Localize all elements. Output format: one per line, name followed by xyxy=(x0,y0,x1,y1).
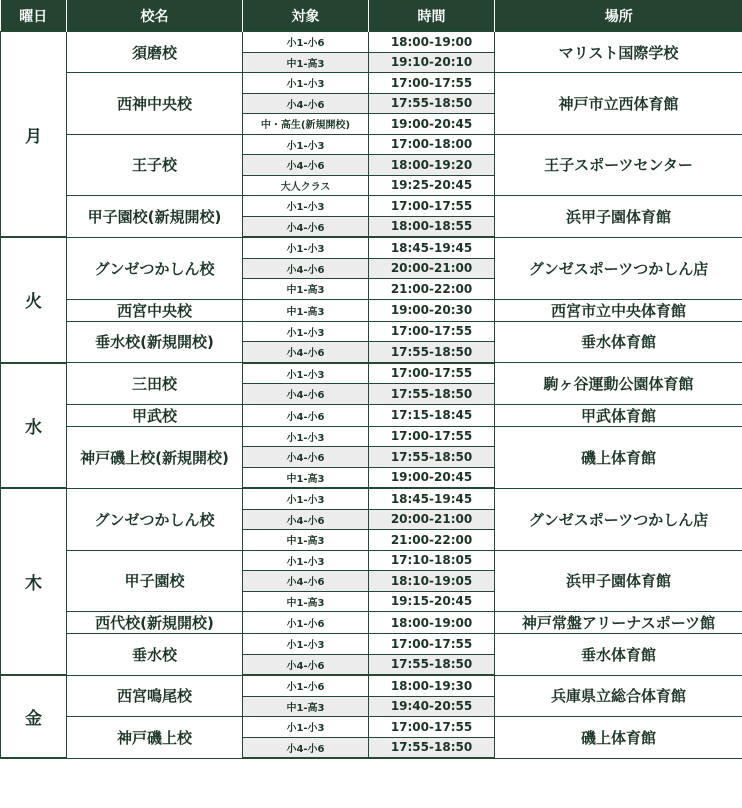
class-target: 小1-小3 xyxy=(243,237,369,258)
school-name: 甲子園校(新規開校) xyxy=(67,196,243,238)
class-time: 17:00-17:55 xyxy=(369,363,495,384)
class-time: 17:10-18:05 xyxy=(369,550,495,571)
school-name: 甲子園校 xyxy=(67,550,243,612)
class-time: 18:00-18:55 xyxy=(369,216,495,237)
venue-name: 磯上体育館 xyxy=(495,426,742,488)
class-target: 小1-小3 xyxy=(243,426,369,447)
class-time: 19:10-20:10 xyxy=(369,52,495,73)
school-name: 西宮鳴尾校 xyxy=(67,675,243,717)
class-target: 小4-小6 xyxy=(243,404,369,426)
class-time: 20:00-21:00 xyxy=(369,258,495,279)
class-time: 19:00-20:45 xyxy=(369,114,495,135)
class-time: 17:00-17:55 xyxy=(369,73,495,94)
venue-name: 浜甲子園体育館 xyxy=(495,550,742,612)
class-time: 19:00-20:45 xyxy=(369,467,495,488)
table-row xyxy=(1,32,742,53)
class-target: 小1-小3 xyxy=(243,488,369,509)
table-row xyxy=(1,404,742,426)
school-name: 垂水校 xyxy=(67,634,243,676)
class-time: 17:00-17:55 xyxy=(369,196,495,217)
table-row xyxy=(1,299,742,321)
table-row xyxy=(1,488,742,509)
class-target: 小4-小6 xyxy=(243,155,369,176)
class-time: 19:25-20:45 xyxy=(369,175,495,196)
class-target: 小1-小3 xyxy=(243,363,369,384)
class-target: 小4-小6 xyxy=(243,258,369,279)
class-target: 小1-小3 xyxy=(243,73,369,94)
table-row xyxy=(1,134,742,155)
day-cell: 金 xyxy=(1,675,67,758)
class-target: 小4-小6 xyxy=(243,93,369,114)
header-row xyxy=(1,0,742,32)
class-target: 小1-小3 xyxy=(243,196,369,217)
class-time: 18:00-19:20 xyxy=(369,155,495,176)
day-cell: 火 xyxy=(1,237,67,363)
header-day: 曜日 xyxy=(1,0,67,32)
class-target: 小1-小6 xyxy=(243,675,369,696)
school-name: グンゼつかしん校 xyxy=(67,237,243,299)
table-row xyxy=(1,675,742,696)
schedule-body xyxy=(1,32,742,759)
class-time: 21:00-22:00 xyxy=(369,530,495,551)
class-time: 18:00-19:00 xyxy=(369,32,495,53)
table-row xyxy=(1,196,742,217)
table-row xyxy=(1,363,742,384)
school-name: 甲武校 xyxy=(67,404,243,426)
class-time: 19:00-20:30 xyxy=(369,299,495,321)
venue-name: 垂水体育館 xyxy=(495,321,742,363)
header-school: 校名 xyxy=(67,0,243,32)
venue-name: 駒ヶ谷運動公園体育館 xyxy=(495,363,742,405)
venue-name: 磯上体育館 xyxy=(495,717,742,759)
table-row xyxy=(1,426,742,447)
class-time: 17:55-18:50 xyxy=(369,342,495,363)
school-name: グンゼつかしん校 xyxy=(67,488,243,550)
table-row xyxy=(1,237,742,258)
day-cell: 水 xyxy=(1,363,67,489)
class-time: 18:45-19:45 xyxy=(369,237,495,258)
class-target: 小1-小6 xyxy=(243,612,369,634)
class-time: 17:55-18:50 xyxy=(369,93,495,114)
venue-name: グンゼスポーツつかしん店 xyxy=(495,488,742,550)
class-target: 小1-小3 xyxy=(243,134,369,155)
class-target: 小4-小6 xyxy=(243,737,369,758)
class-time: 18:00-19:00 xyxy=(369,612,495,634)
day-cell: 月 xyxy=(1,32,67,238)
header-target: 対象 xyxy=(243,0,369,32)
venue-name: グンゼスポーツつかしん店 xyxy=(495,237,742,299)
table-row xyxy=(1,634,742,655)
class-time: 17:00-18:00 xyxy=(369,134,495,155)
class-target: 中1-高3 xyxy=(243,530,369,551)
class-target: 小4-小6 xyxy=(243,342,369,363)
class-target: 中1-高3 xyxy=(243,591,369,612)
school-name: 王子校 xyxy=(67,134,243,196)
table-row xyxy=(1,612,742,634)
school-name: 三田校 xyxy=(67,363,243,405)
class-time: 17:00-17:55 xyxy=(369,717,495,738)
class-target: 中1-高3 xyxy=(243,279,369,300)
table-row xyxy=(1,550,742,571)
class-time: 17:55-18:50 xyxy=(369,447,495,468)
header-time: 時間 xyxy=(369,0,495,32)
class-target: 小1-小3 xyxy=(243,550,369,571)
class-target: 小1-小3 xyxy=(243,717,369,738)
venue-name: マリスト国際学校 xyxy=(495,32,742,73)
venue-name: 甲武体育館 xyxy=(495,404,742,426)
header-place: 場所 xyxy=(495,0,742,32)
table-row xyxy=(1,321,742,342)
class-time: 17:00-17:55 xyxy=(369,634,495,655)
class-time: 18:45-19:45 xyxy=(369,488,495,509)
class-time: 17:55-18:50 xyxy=(369,654,495,675)
class-target: 中1-高3 xyxy=(243,467,369,488)
class-target: 小1-小3 xyxy=(243,321,369,342)
class-time: 17:55-18:50 xyxy=(369,384,495,405)
school-name: 西神中央校 xyxy=(67,73,243,135)
table-row xyxy=(1,717,742,738)
class-target: 小4-小6 xyxy=(243,654,369,675)
school-name: 西代校(新規開校) xyxy=(67,612,243,634)
class-time: 17:00-17:55 xyxy=(369,321,495,342)
class-target: 小1-小6 xyxy=(243,32,369,53)
venue-name: 浜甲子園体育館 xyxy=(495,196,742,238)
class-target: 小4-小6 xyxy=(243,384,369,405)
class-target: 中1-高3 xyxy=(243,52,369,73)
class-time: 17:15-18:45 xyxy=(369,404,495,426)
school-name: 垂水校(新規開校) xyxy=(67,321,243,363)
venue-name: 兵庫県立総合体育館 xyxy=(495,675,742,717)
class-time: 21:00-22:00 xyxy=(369,279,495,300)
class-time: 17:00-17:55 xyxy=(369,426,495,447)
class-time: 18:00-19:30 xyxy=(369,675,495,696)
school-name: 神戸磯上校(新規開校) xyxy=(67,426,243,488)
venue-name: 王子スポーツセンター xyxy=(495,134,742,196)
class-target: 中・高生(新規開校) xyxy=(243,114,369,135)
day-cell: 木 xyxy=(1,488,67,675)
school-name: 須磨校 xyxy=(67,32,243,73)
venue-name: 西宮市立中央体育館 xyxy=(495,299,742,321)
class-time: 20:00-21:00 xyxy=(369,509,495,530)
class-time: 19:15-20:45 xyxy=(369,591,495,612)
venue-name: 垂水体育館 xyxy=(495,634,742,676)
class-time: 17:55-18:50 xyxy=(369,737,495,758)
class-target: 小4-小6 xyxy=(243,447,369,468)
class-time: 18:10-19:05 xyxy=(369,571,495,592)
table-row xyxy=(1,73,742,94)
class-target: 小4-小6 xyxy=(243,216,369,237)
class-target: 小4-小6 xyxy=(243,509,369,530)
venue-name: 神戸常盤アリーナスポーツ館 xyxy=(495,612,742,634)
class-target: 大人クラス xyxy=(243,175,369,196)
school-name: 西宮中央校 xyxy=(67,299,243,321)
class-target: 中1-高3 xyxy=(243,696,369,717)
class-target: 小4-小6 xyxy=(243,571,369,592)
class-time: 19:40-20:55 xyxy=(369,696,495,717)
school-name: 神戸磯上校 xyxy=(67,717,243,759)
class-target: 小1-小3 xyxy=(243,634,369,655)
venue-name: 神戸市立西体育館 xyxy=(495,73,742,135)
class-target: 中1-高3 xyxy=(243,299,369,321)
